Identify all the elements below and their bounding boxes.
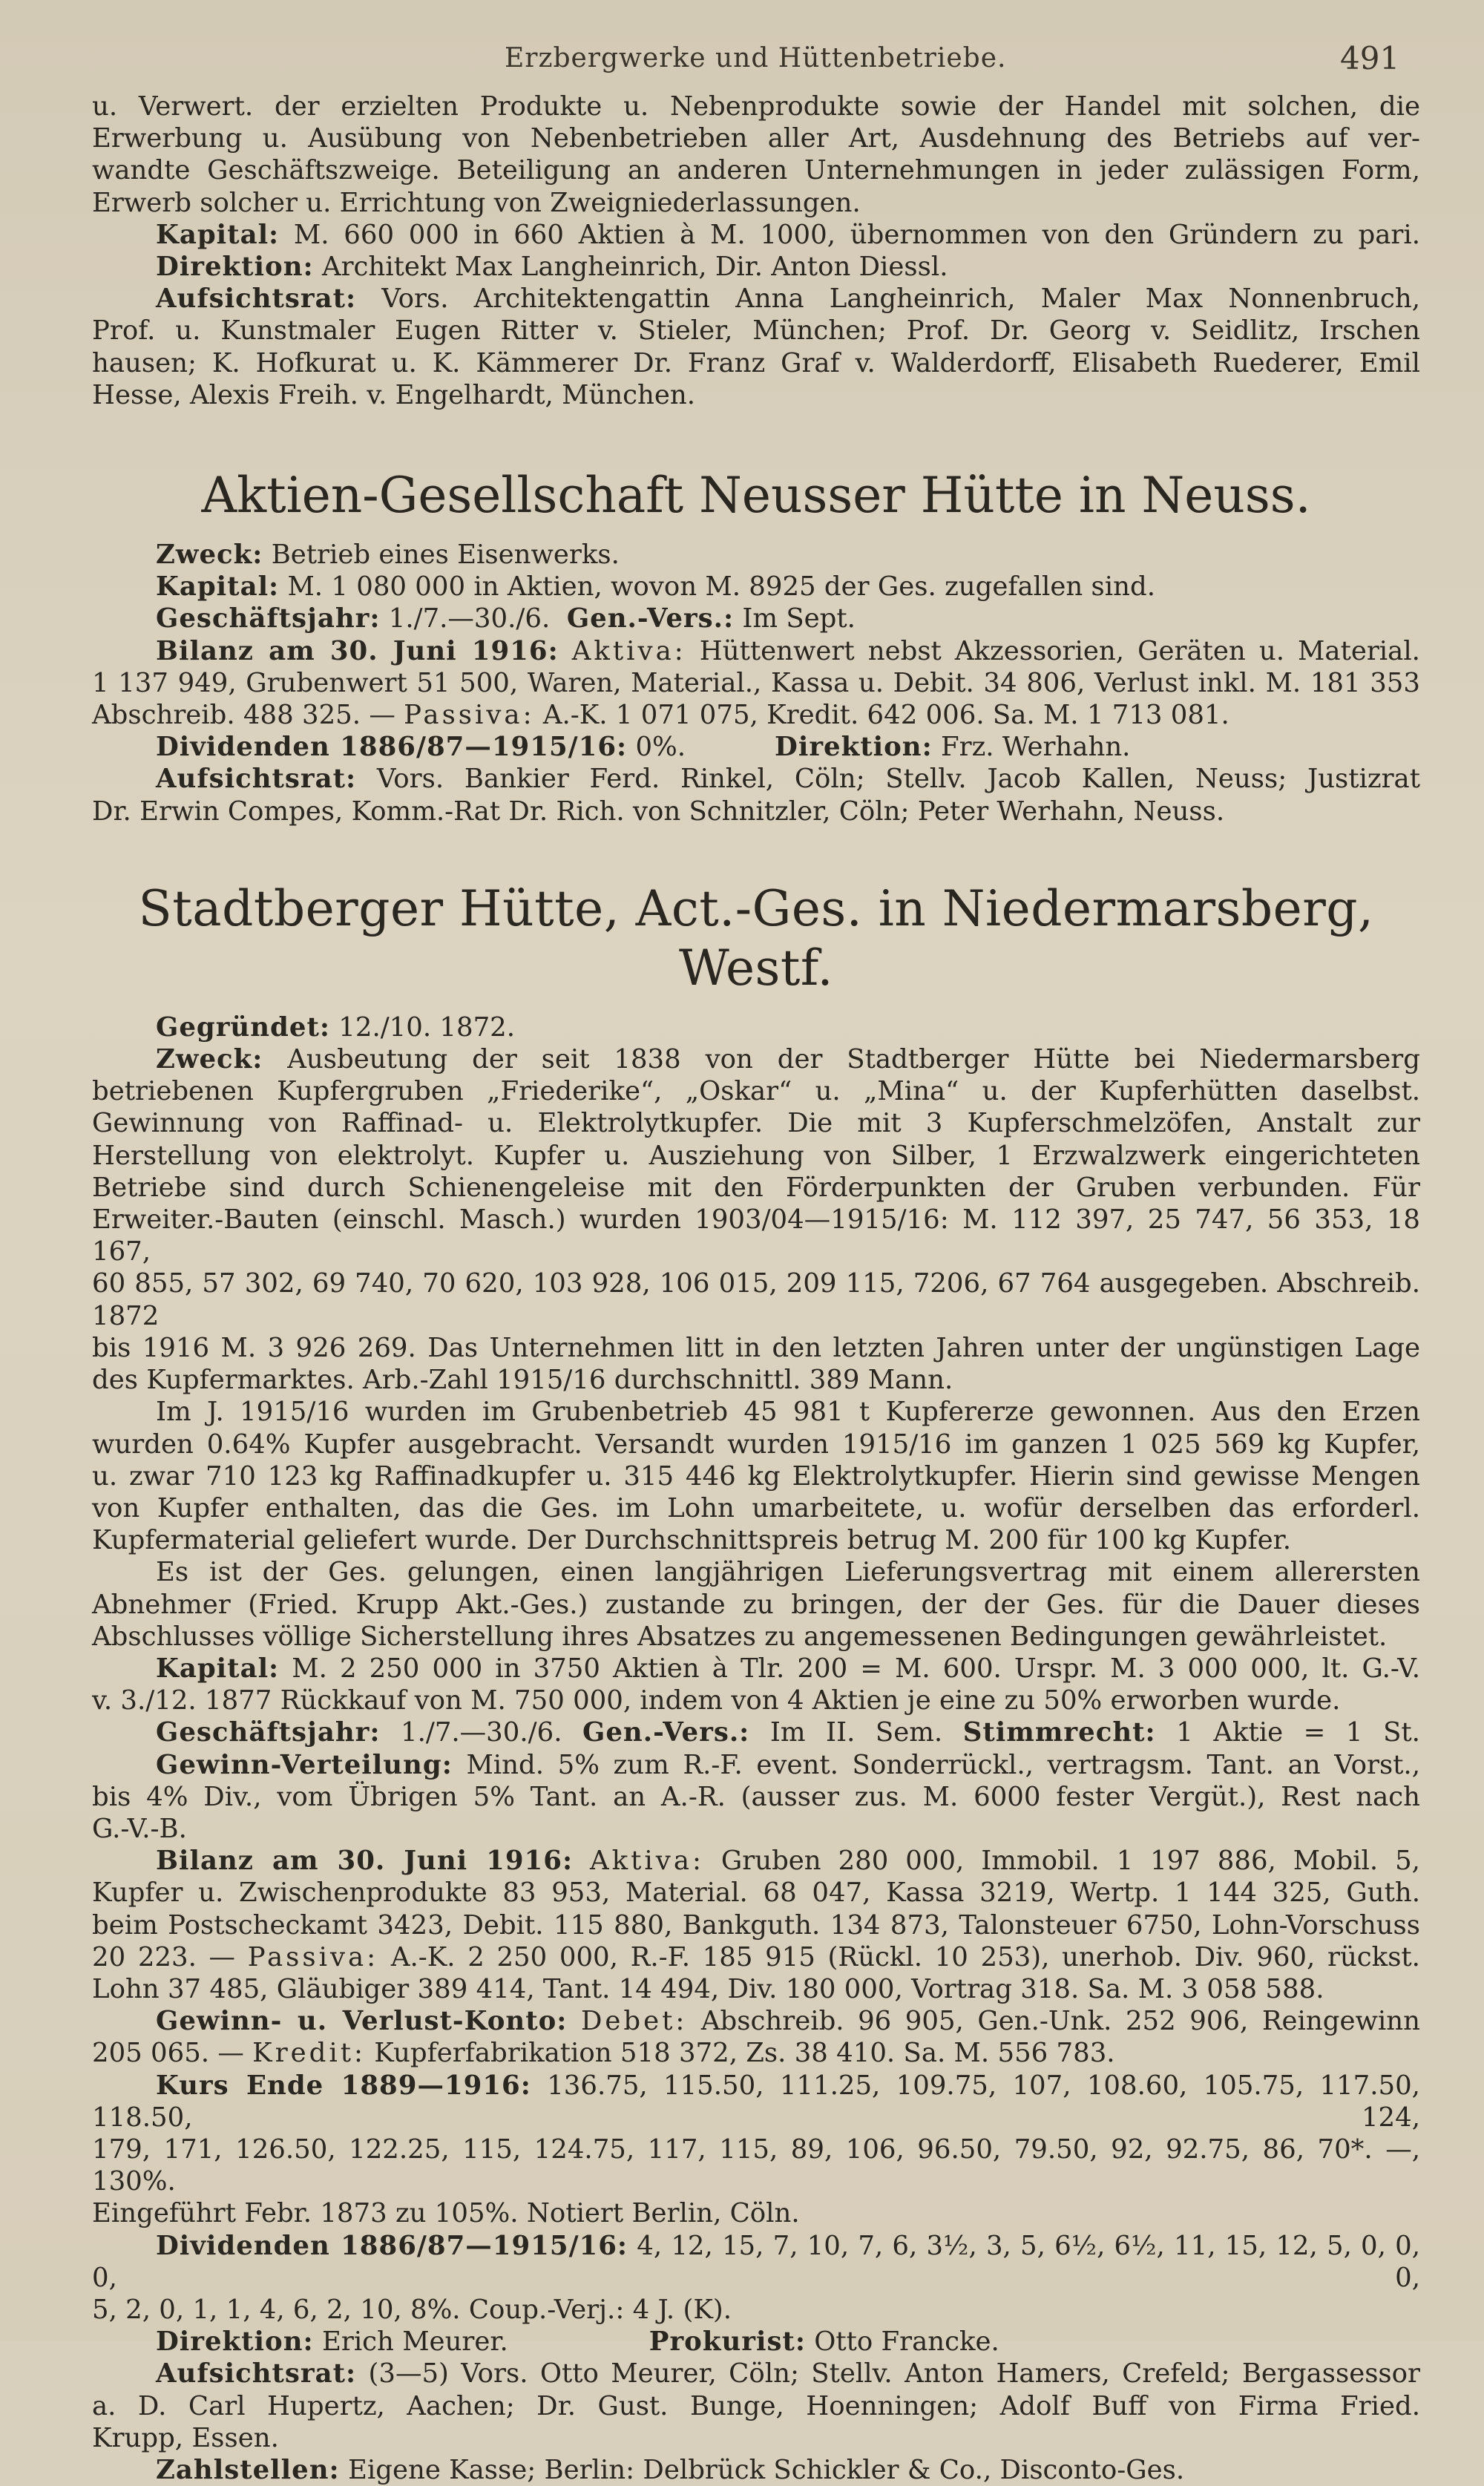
board-text: Vors. Bankier Ferd. Rinkel, Cöln; Stellv. Jacob Kallen, Neuss; Justizrat xyxy=(376,764,1420,795)
voting-right-text: 1 Aktie = 1 St. xyxy=(1176,1717,1420,1748)
board-label: Aufsichtsrat: xyxy=(156,2358,357,2390)
stadtberger-entry xyxy=(92,879,1420,2486)
stadtberger-heading: Stadtberger Hütte, Act.-Ges. in Niedermarsberg, Westf. xyxy=(138,879,1374,997)
fiscal-line xyxy=(92,1716,1420,1748)
purpose-line: Erwerbung u. Ausübung von Nebenbetrieben aller Art, Ausdehnung des Betriebs auf ver- xyxy=(92,123,1420,154)
board-line xyxy=(92,2358,1420,2390)
fiscal-year-label: Geschäftsjahr: xyxy=(156,603,381,634)
purpose-line: Erwerb solcher u. Errichtung von Zweigniederlassungen. xyxy=(92,187,861,218)
purpose-line: betriebenen Kupfergruben „Friederike“, „Oskar“ u. „Mina“ u. der Kupferhütten daselbst. xyxy=(92,1076,1420,1107)
board-text: Vors. Architektengattin Anna Langheinrich, Maler Max Nonnenbruch, xyxy=(381,283,1420,315)
capital-line xyxy=(92,219,1420,251)
share-price-line: Eingeführt Febr. 1873 zu 105%. Notiert Berlin, Cöln. xyxy=(92,2198,800,2229)
profit-distribution-text: Mind. 5% zum R.-F. event. Sonderrückl., vertragsm. Tant. an Vorst., xyxy=(466,1749,1420,1780)
profit-loss-line xyxy=(92,2005,1420,2037)
purpose-line: Erweiter.-Bauten (einschl. Masch.) wurden 1903/04—1915/16: M. 112 397, 25 747, 56 353, 18 167, xyxy=(92,1204,1420,1267)
capital-line xyxy=(92,1653,1420,1685)
running-header xyxy=(0,40,1484,88)
management-line xyxy=(92,251,1420,283)
purpose-line: Herstellung von elektrolyt. Kupfer u. Ausziehung von Silber, 1 Erzwalzwerk eingerichteten xyxy=(92,1140,1420,1171)
share-price-line xyxy=(92,2070,1420,2134)
text-column xyxy=(92,91,1420,2486)
purpose-line: bis 1916 M. 3 926 269. Das Unternehmen litt in den letzten Jahren unter der ungünstigen Lage xyxy=(92,1332,1420,1363)
paying-agents-label: Zahlstellen: xyxy=(156,2455,340,2485)
page-number: 491 xyxy=(1340,40,1400,76)
fiscal-year-text: 1./7.—30./6. xyxy=(400,1717,562,1748)
dividend-line xyxy=(92,2230,1420,2294)
assets-label: Aktiva: xyxy=(590,1846,704,1877)
management-label: Direktion: xyxy=(156,2326,314,2358)
balance-text: Hüttenwert nebst Akzessorien, Geräten u. Material. xyxy=(699,635,1420,666)
dividend-line: 5, 2, 0, 1, 1, 4, 6, 2, 10, 8%. Coup.-Verj.: 4 J. (K). xyxy=(92,2294,732,2325)
profit-loss-text: Kupferfabrikation 518 372, Zs. 38 410. Sa. M. 556 783. xyxy=(374,2038,1115,2069)
neuss-capital-line xyxy=(92,571,1420,603)
founded-text: 12./10. 1872. xyxy=(338,1011,516,1043)
profit-loss-text: Abschreib. 96 905, Gen.-Unk. 252 906, Reingewinn xyxy=(700,2006,1420,2037)
profit-distribution-line: bis 4% Div., vom Übrigen 5% Tant. an A.-R. (ausser zus. M. 6000 fester Vergüt.), Rest nach xyxy=(92,1781,1420,1812)
voting-right-label: Stimmrecht: xyxy=(962,1717,1156,1748)
board-line xyxy=(92,283,1420,315)
purpose-line: 60 855, 57 302, 69 740, 70 620, 103 928, 106 015, 209 115, 7206, 67 764 ausgegeben. Abschreib. 1872 xyxy=(92,1268,1420,1331)
management-label: Direktion: xyxy=(156,252,314,283)
founded-label: Gegründet: xyxy=(156,1011,330,1043)
capital-label: Kapital: xyxy=(156,571,280,603)
founded-line xyxy=(92,1011,1420,1043)
board-label: Aufsichtsrat: xyxy=(156,764,357,795)
contract-line: Abnehmer (Fried. Krupp Akt.-Ges.) zustande zu bringen, der der Ges. für die Dauer dieses xyxy=(92,1589,1420,1620)
capital-label: Kapital: xyxy=(156,1653,280,1684)
credit-label: Kredit: xyxy=(252,2038,366,2069)
balance-line: Lohn 37 485, Gläubiger 389 414, Tant. 14 494, Div. 180 000, Vortrag 318. Sa. M. 3 058 588. xyxy=(92,1973,1324,2004)
balance-label: Bilanz am 30. Juni 1916: xyxy=(156,1846,574,1877)
production-line: wurden 0.64% Kupfer ausgebracht. Versandt wurden 1915/16 im ganzen 1 025 569 kg Kupfer, xyxy=(92,1429,1420,1460)
production-line: u. zwar 710 123 kg Raffinadkupfer u. 315 446 kg Elektrolytkupfer. Hierin sind gewisse Mengen xyxy=(92,1460,1420,1492)
purpose-line: wandte Geschäftszweige. Beteiligung an anderen Unternehmungen in jeder zulässigen Form, xyxy=(92,155,1420,186)
neuss-heading: Aktien-Gesellschaft Neusser Hütte in Neuss. xyxy=(201,467,1311,525)
board-line: Hesse, Alexis Freih. v. Engelhardt, München. xyxy=(92,379,696,410)
profit-distribution-line: G.-V.-B. xyxy=(92,1813,187,1844)
balance-line: Kupfer u. Zwischenprodukte 83 953, Material. 68 047, Kassa 3219, Wertp. 1 144 325, Guth. xyxy=(92,1877,1420,1909)
management-line xyxy=(92,2326,1420,2358)
neuss-board-line xyxy=(92,763,1420,795)
capital-text: M. 1 080 000 in Aktien, wovon M. 8925 der Ges. zugefallen sind. xyxy=(287,571,1155,603)
purpose-label: Zweck: xyxy=(156,1044,263,1075)
dividend-label: Dividenden 1886/87—1915/16: xyxy=(156,2230,628,2261)
proxy-text: Otto Francke. xyxy=(814,2326,999,2358)
share-price-text: 136.75, 115.50, 111.25, 109.75, 107, 108.60, 105.75, 117.50, 118.50, 124, xyxy=(92,2070,1420,2133)
fiscal-year-text: 1./7.—30./6. xyxy=(388,603,551,634)
production-line: von Kupfer enthalten, das die Ges. im Lohn umarbeitete, u. wofür derselben das erforderl. xyxy=(92,1492,1420,1524)
general-meeting-text: Im Sept. xyxy=(742,603,856,634)
dividend-label: Dividenden 1886/87—1915/16: xyxy=(156,732,628,763)
balance-text: A.-K. 2 250 000, R.-F. 185 915 (Rückl. 10 253), unerhob. Div. 960, rückst. xyxy=(390,1941,1420,1972)
neuss-board-line: Dr. Erwin Compes, Komm.-Rat Dr. Rich. von Schnitzler, Cöln; Peter Werhahn, Neuss. xyxy=(92,796,1225,827)
general-meeting-label: Gen.-Vers.: xyxy=(566,603,735,634)
balance-line: beim Postscheckamt 3423, Debit. 115 880, Bankguth. 134 873, Talonsteuer 6750, Lohn-Vorschuss xyxy=(92,1909,1420,1941)
liabilities-label: Passiva: xyxy=(247,1941,379,1972)
board-text: (3—5) Vors. Otto Meurer, Cöln; Stellv. Anton Hamers, Crefeld; Bergassessor xyxy=(368,2358,1420,2390)
balance-line xyxy=(92,1845,1420,1877)
share-price-label: Kurs Ende 1889—1916: xyxy=(156,2070,531,2101)
contract-line: Es ist der Ges. gelungen, einen langjährigen Lieferungsvertrag mit einem allerersten xyxy=(156,1557,1420,1588)
debit-label: Debet: xyxy=(580,2006,688,2037)
neuss-balance-line xyxy=(92,699,1420,731)
running-title: Erzbergwerke und Hüttenbetriebe. xyxy=(505,43,1007,73)
fiscal-year-label: Geschäftsjahr: xyxy=(156,1717,381,1748)
purpose-line: u. Verwert. der erzielten Produkte u. Nebenprodukte sowie der Handel mit solchen, die xyxy=(92,91,1420,122)
profit-loss-line xyxy=(92,2037,1420,2069)
balance-text: 20 223. — xyxy=(92,1941,236,1972)
profit-loss-text: 205 065. — xyxy=(92,2038,244,2069)
capital-text: M. 660 000 in 660 Aktien à M. 1000, übernommen von den Gründern zu pari. xyxy=(293,219,1420,250)
neuss-fiscal-line xyxy=(92,603,1420,634)
balance-text: Abschreib. 488 325. — xyxy=(92,700,395,731)
management-text: Erich Meurer. xyxy=(321,2326,508,2358)
purpose-line: des Kupfermarktes. Arb.-Zahl 1915/16 durchschnittl. 389 Mann. xyxy=(92,1365,953,1396)
purpose-line: Betriebe sind durch Schienengeleise mit den Förderpunkten der Gruben verbunden. Für xyxy=(92,1172,1420,1203)
liabilities-label: Passiva: xyxy=(404,700,535,731)
previous-company-entry xyxy=(92,91,1420,411)
balance-text: A.-K. 1 071 075, Kredit. 642 006. Sa. M. 1 713 081. xyxy=(542,700,1229,731)
board-line: a. D. Carl Hupertz, Aachen; Dr. Gust. Bunge, Hoenningen; Adolf Buff von Firma Fried. xyxy=(92,2390,1420,2421)
balance-line xyxy=(92,1941,1420,1973)
neuss-purpose-line xyxy=(92,539,1420,571)
general-meeting-label: Gen.-Vers.: xyxy=(582,1717,750,1748)
board-label: Aufsichtsrat: xyxy=(156,283,357,315)
board-line: hausen; K. Hofkurat u. K. Kämmerer Dr. Franz Graf v. Walderdorff, Elisabeth Ruederer, Emil xyxy=(92,347,1420,378)
purpose-text: Ausbeutung der seit 1838 von der Stadtberger Hütte bei Niedermarsberg xyxy=(287,1044,1420,1075)
management-text: Frz. Werhahn. xyxy=(940,732,1131,763)
proxy-label: Prokurist: xyxy=(649,2326,806,2358)
production-line: Im J. 1915/16 wurden im Grubenbetrieb 45 981 t Kupfererze gewonnen. Aus den Erzen xyxy=(156,1397,1420,1428)
neuss-dividend-line xyxy=(92,731,1420,763)
dividend-text: 4, 12, 15, 7, 10, 7, 6, 3½, 3, 5, 6½, 6½, 11, 15, 12, 5, 0, 0, 0, 0, xyxy=(92,2230,1420,2293)
contract-line: Abschlusses völlige Sicherstellung ihres Absatzes zu angemessenen Bedingungen gewährleistet. xyxy=(92,1621,1388,1652)
capital-text: M. 2 250 000 in 3750 Aktien à Tlr. 200 = M. 600. Urspr. M. 3 000 000, lt. G.-V. xyxy=(292,1653,1420,1684)
profit-distribution-label: Gewinn-Verteilung: xyxy=(156,1749,453,1780)
neuss-entry xyxy=(92,466,1420,827)
dividend-text: 0%. xyxy=(635,732,686,763)
balance-text: Gruben 280 000, Immobil. 1 197 886, Mobil. 5, xyxy=(720,1846,1420,1877)
assets-label: Aktiva: xyxy=(571,635,686,666)
purpose-line: Gewinnung von Raffinad- u. Elektrolytkupfer. Die mit 3 Kupferschmelzöfen, Anstalt zur xyxy=(92,1108,1420,1139)
board-line: Prof. u. Kunstmaler Eugen Ritter v. Stieler, München; Prof. Dr. Georg v. Seidlitz, Irschen xyxy=(92,315,1420,347)
share-price-line: 179, 171, 126.50, 122.25, 115, 124.75, 117, 115, 89, 106, 96.50, 79.50, 92, 92.75, 86, 70*. —, 130%. xyxy=(92,2134,1420,2197)
capital-label: Kapital: xyxy=(156,219,280,250)
profit-distribution-line xyxy=(92,1749,1420,1781)
neuss-balance-line xyxy=(92,635,1420,667)
purpose-line xyxy=(92,1043,1420,1075)
neuss-balance-line: 1 137 949, Grubenwert 51 500, Waren, Material., Kassa u. Debit. 34 806, Verlust inkl. M. 181 353 xyxy=(92,667,1420,698)
paying-agents-line xyxy=(92,2454,1420,2486)
purpose-label: Zweck: xyxy=(156,539,263,571)
production-line: Kupfermaterial geliefert wurde. Der Durchschnittspreis betrug M. 200 für 100 kg Kupfer. xyxy=(92,1525,1292,1556)
balance-label: Bilanz am 30. Juni 1916: xyxy=(156,635,559,666)
paying-agents-text: Eigene Kasse; Berlin: Delbrück Schickler & Co., Disconto-Ges. xyxy=(347,2455,1185,2485)
purpose-text: Betrieb eines Eisenwerks. xyxy=(271,539,620,571)
management-label: Direktion: xyxy=(775,732,933,763)
board-line: Krupp, Essen. xyxy=(92,2422,279,2453)
capital-line: v. 3./12. 1877 Rückkauf von M. 750 000, indem von 4 Aktien je eine zu 50% erworben wurde. xyxy=(92,1685,1341,1716)
profit-loss-label: Gewinn- u. Verlust-Konto: xyxy=(156,2006,568,2037)
general-meeting-text: Im II. Sem. xyxy=(769,1717,943,1748)
management-text: Architekt Max Langheinrich, Dir. Anton Diessl. xyxy=(321,252,948,283)
